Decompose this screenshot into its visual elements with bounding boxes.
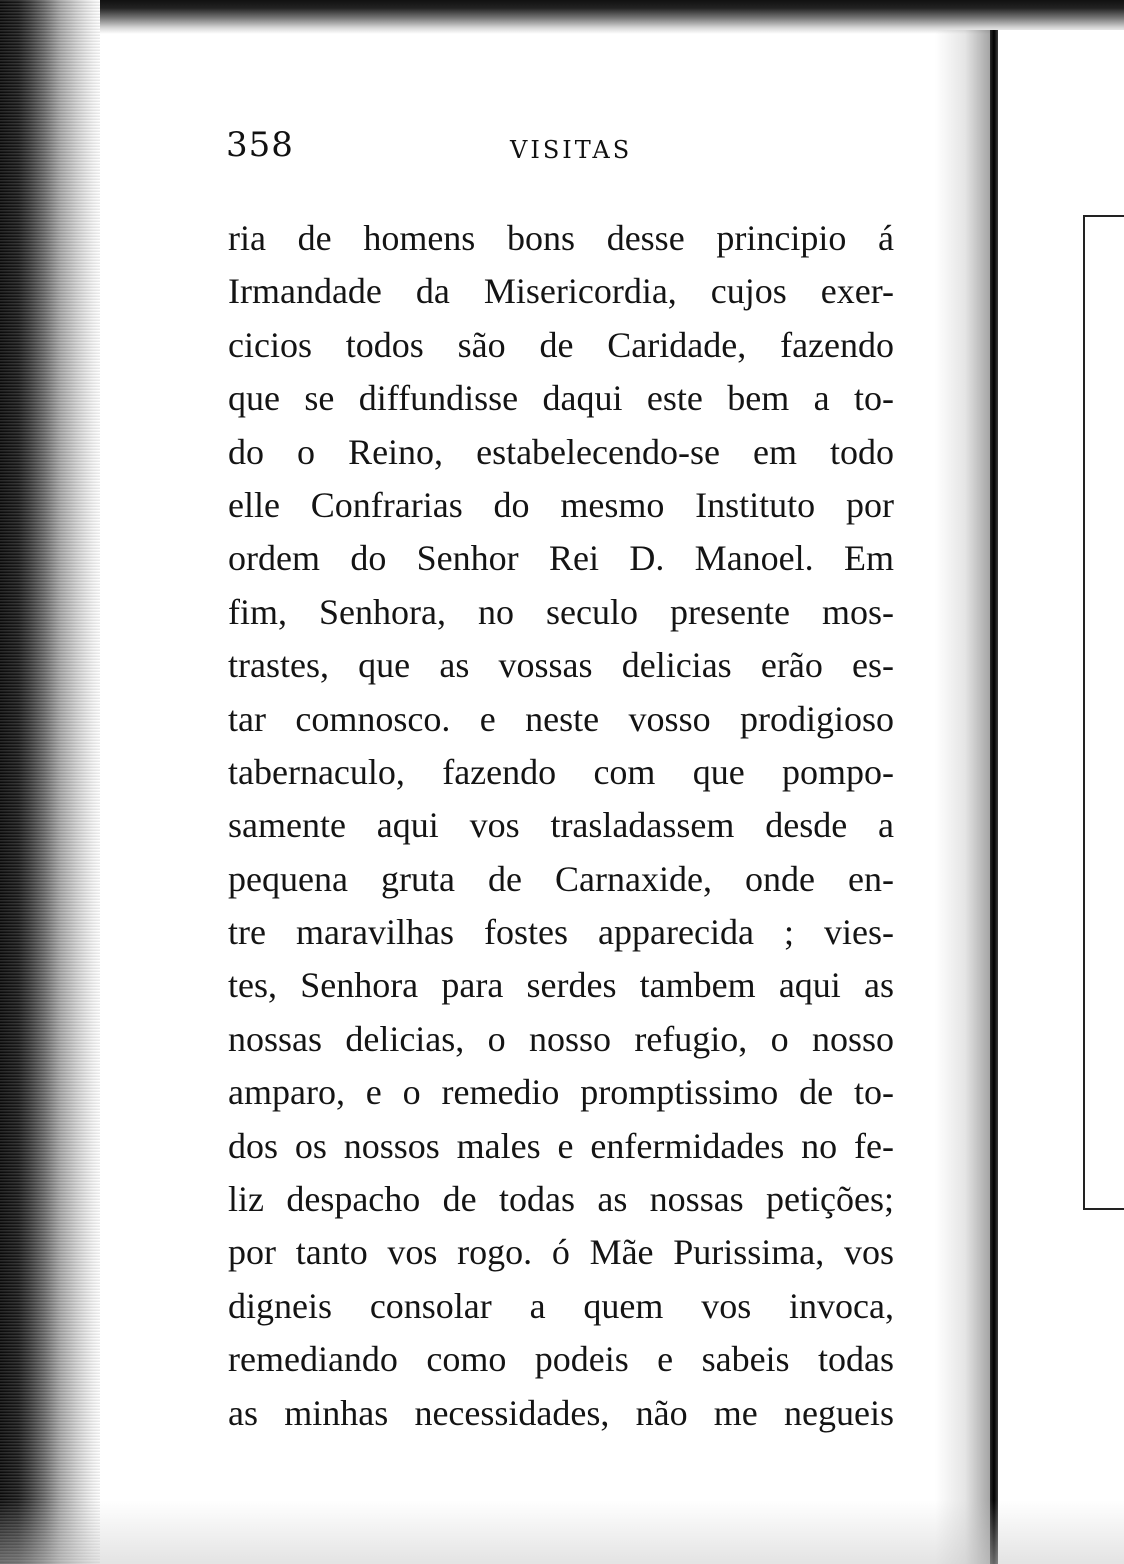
running-head: VISITAS (510, 136, 633, 164)
facing-page-bracket-mark (1083, 215, 1124, 1210)
scan-bottom-shade (0, 1500, 1124, 1564)
text-line: que se diffundisse daqui este bem a to- (228, 378, 894, 419)
text-line: digneis consolar a quem vos invoca, (228, 1285, 894, 1326)
text-line: tre maravilhas fostes apparecida ; vies- (228, 912, 894, 953)
page-number: 358 (226, 125, 294, 165)
text-line: tes, Senhora para serdes tambem aqui as (228, 965, 894, 1006)
text-line: dos os nossos males e enfermidades no fe- (228, 1125, 894, 1166)
text-line: cicios todos são de Caridade, fazendo (228, 324, 894, 365)
text-line: tar comnosco. e neste vosso prodigioso (228, 698, 894, 739)
text-line: liz despacho de todas as nossas petições; (228, 1179, 894, 1220)
text-line: do o Reino, estabelecendo-se em todo (228, 431, 894, 472)
page-edge-shadow (935, 30, 995, 1564)
text-line: trastes, que as vossas delicias erão es- (228, 645, 894, 686)
text-line: fim, Senhora, no seculo presente mos- (228, 591, 894, 632)
text-line: samente aqui vos trasladassem desde a (228, 805, 894, 846)
body-text (228, 212, 894, 1440)
text-line: pequena gruta de Carnaxide, onde en- (228, 858, 894, 899)
text-line: ordem do Senhor Rei D. Manoel. Em (228, 538, 894, 579)
book-binding-shadow (0, 0, 100, 1564)
text-line: por tanto vos rogo. ó Mãe Purissima, vos (228, 1232, 894, 1273)
text-line: as minhas necessidades, não me negueis (228, 1392, 894, 1433)
text-line: Irmandade da Misericordia, cujos exer- (228, 271, 894, 312)
text-line: amparo, e o remedio promptissimo de to- (228, 1072, 894, 1113)
text-line: elle Confrarias do mesmo Instituto por (228, 484, 894, 525)
page-right-edge (990, 30, 998, 1564)
text-line: nossas delicias, o nosso refugio, o nosso (228, 1018, 894, 1059)
text-line: tabernaculo, fazendo com que pompo- (228, 751, 894, 792)
text-line: ria de homens bons desse principio á (228, 218, 894, 258)
scan-top-edge (0, 0, 1124, 34)
text-line: remediando como podeis e sabeis todas (228, 1339, 894, 1380)
